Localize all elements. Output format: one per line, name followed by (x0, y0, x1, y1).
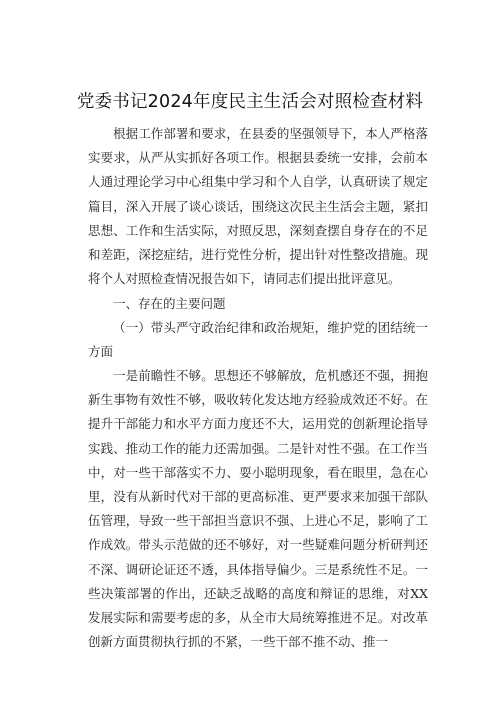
subsection-heading: （一）带头严守政治纪律和政治规矩，维护党的团结统一方面 (88, 320, 428, 360)
section-heading: 一、存在的主要问题 (113, 296, 226, 311)
document-title: 党委书记2024年度民主生活会对照检查材料 (76, 92, 424, 112)
body-paragraph: 一是前瞻性不够。思想还不够解放，危机感还不强，拥抱新生事物有效性不够，吸收转化发达地方经验成效还不好。在提升干部能力和水平方面力度还不大，运用党的创新理论指导实践、推动工作的能力还需加强。二是针对性不强。在工作当中，对一些干部落实不力、耍小聪明现象，看在眼里，急在心里，没有从新时代对干部的更高标准、更严要求来加强干部队伍管理，导致一些干部担当意识不强、上进心不足，影响了工作成效。带头示范做的还不够好，对一些疑难问题分析研判还不深、调研论证还不透，具体指导偏少。三是系统性不足。一些决策部署的作出，还缺乏战略的高度和辩证的思维，对XX发展实际和需要考虑的多，从全市大局统筹推进不足。对改革创新方面贯彻执行抓的不紧，一些干部不推不动、推一 (88, 368, 428, 650)
intro-paragraph: 根据工作部署和要求，在县委的坚强领导下，本人严格落实要求，从严从实抓好各项工作。根据县委统一安排，会前本人通过理论学习中心组集中学习和个人自学，认真研读了规定篇目，深入开展了谈心谈话，围绕这次民主生活会主题，紧扣思想、工作和生活实际，对照反思，深刻查摆自身存在的不足和差距，深挖症结，进行党性分析，提出针对性整改措施。现将个人对照检查情况报告如下，请同志们提出批评意见。 (88, 126, 428, 287)
